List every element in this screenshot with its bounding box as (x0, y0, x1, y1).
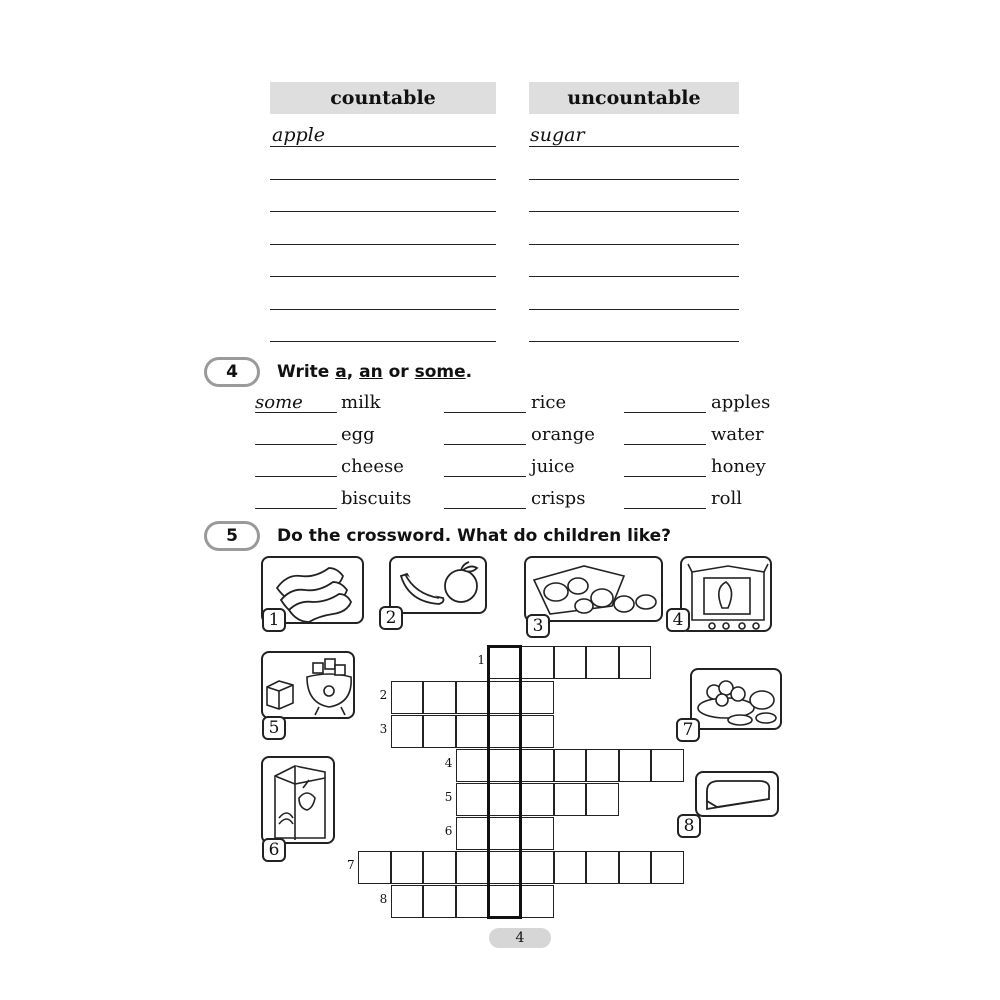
word-a: a (335, 362, 347, 382)
crossword-cell[interactable] (423, 681, 456, 714)
picture-number: 3 (526, 614, 550, 638)
food-word: juice (531, 456, 575, 477)
picture-card-8 (695, 771, 779, 817)
instruction-text: Write (277, 362, 336, 382)
food-word: milk (341, 392, 381, 413)
picture-number: 6 (262, 838, 286, 862)
crossword-cell[interactable] (619, 749, 652, 782)
countable-header: countable (270, 82, 496, 114)
crossword-cell[interactable] (586, 749, 619, 782)
picture-card-7 (690, 668, 782, 730)
crossword-cell[interactable] (456, 885, 489, 918)
food-word: honey (711, 456, 766, 477)
crossword-cell[interactable] (651, 851, 684, 884)
picture-card-5 (261, 651, 355, 719)
answer-blank[interactable] (444, 476, 526, 477)
crossword-cell[interactable] (521, 817, 554, 850)
picture-card-6 (261, 756, 335, 844)
instruction-text: . (465, 362, 473, 382)
biscuits-plate-icon (692, 670, 784, 732)
picture-number: 8 (677, 814, 701, 838)
writing-line[interactable] (529, 146, 739, 147)
answer-blank[interactable] (444, 412, 526, 413)
picture-card-4 (680, 556, 772, 632)
crossword-cell[interactable] (423, 851, 456, 884)
crossword-cell[interactable] (456, 851, 489, 884)
crossword-cell[interactable] (521, 646, 554, 679)
uncountable-header: uncountable (529, 82, 739, 114)
food-word: biscuits (341, 488, 412, 509)
instruction-text: or (382, 362, 415, 382)
food-word: cheese (341, 456, 404, 477)
juice-carton-icon (263, 758, 337, 846)
cereal-box-icon (682, 558, 774, 634)
writing-line[interactable] (270, 276, 496, 277)
clue-number: 5 (444, 790, 453, 804)
exercise-4-badge: 4 (204, 357, 260, 387)
answer-blank[interactable] (255, 444, 337, 445)
crossword-cell[interactable] (586, 783, 619, 816)
writing-line[interactable] (529, 179, 739, 180)
crossword-cell[interactable] (554, 646, 587, 679)
uncountable-example: sugar (530, 124, 585, 146)
crossword-cell[interactable] (391, 885, 424, 918)
exercise-5-badge: 5 (204, 521, 260, 551)
crossword-cell[interactable] (358, 851, 391, 884)
picture-card-3 (524, 556, 663, 622)
instruction-text: , (346, 362, 360, 382)
food-word: water (711, 424, 764, 445)
crossword-cell[interactable] (456, 817, 489, 850)
answer-blank[interactable] (255, 476, 337, 477)
crossword-cell[interactable] (521, 715, 554, 748)
food-word: apples (711, 392, 771, 413)
writing-line[interactable] (529, 309, 739, 310)
crossword-cell[interactable] (521, 851, 554, 884)
food-word: roll (711, 488, 742, 509)
crossword-cell[interactable] (391, 681, 424, 714)
crossword-cell[interactable] (456, 681, 489, 714)
writing-line[interactable] (270, 146, 496, 147)
writing-line[interactable] (270, 244, 496, 245)
picture-number: 2 (379, 606, 403, 630)
crossword-cell[interactable] (391, 851, 424, 884)
picture-number: 1 (262, 608, 286, 632)
crossword-cell[interactable] (456, 715, 489, 748)
crossword-cell[interactable] (554, 749, 587, 782)
writing-line[interactable] (270, 309, 496, 310)
writing-line[interactable] (529, 244, 739, 245)
writing-line[interactable] (529, 211, 739, 212)
answer-blank[interactable] (255, 508, 337, 509)
sugar-bowl-icon (263, 653, 357, 721)
food-word: rice (531, 392, 567, 413)
crossword-cell[interactable] (423, 715, 456, 748)
banana-apple-icon (391, 558, 489, 616)
answer-blank[interactable] (624, 444, 706, 445)
writing-line[interactable] (270, 341, 496, 342)
answer-blank[interactable] (624, 412, 706, 413)
crossword-cell[interactable] (423, 885, 456, 918)
crossword-cell[interactable] (521, 783, 554, 816)
crossword-cell[interactable] (456, 749, 489, 782)
answer-blank[interactable] (444, 508, 526, 509)
clue-number: 4 (444, 756, 453, 770)
writing-line[interactable] (529, 341, 739, 342)
food-word: orange (531, 424, 595, 445)
answer-blank[interactable] (444, 444, 526, 445)
writing-line[interactable] (529, 276, 739, 277)
answer-text: some (255, 392, 303, 413)
crossword-cell[interactable] (619, 646, 652, 679)
word-some: some (414, 362, 466, 382)
exercise-4-instruction (277, 362, 472, 382)
crossword-cell[interactable] (586, 646, 619, 679)
crossword-cell[interactable] (651, 749, 684, 782)
picture-number: 4 (666, 608, 690, 632)
clue-number: 7 (347, 858, 355, 872)
answer-blank[interactable] (624, 476, 706, 477)
picture-number: 7 (676, 718, 700, 742)
crossword-cell[interactable] (521, 681, 554, 714)
writing-line[interactable] (270, 211, 496, 212)
food-word: crisps (531, 488, 586, 509)
picture-card-2 (389, 556, 487, 614)
clue-number: 3 (379, 722, 388, 736)
crossword-key-column (487, 645, 522, 919)
toast-icon (697, 773, 781, 819)
crossword-cell[interactable] (586, 851, 619, 884)
countable-example: apple (272, 124, 325, 146)
writing-line[interactable] (270, 179, 496, 180)
clue-number: 8 (379, 892, 388, 906)
page-number: 4 (489, 928, 551, 948)
word-an: an (359, 362, 383, 382)
crossword-cell[interactable] (521, 749, 554, 782)
crossword-cell[interactable] (456, 783, 489, 816)
clue-number: 6 (444, 824, 453, 838)
crossword-cell[interactable] (619, 851, 652, 884)
answer-blank[interactable] (624, 508, 706, 509)
food-word: egg (341, 424, 375, 445)
exercise-5-instruction: Do the crossword. What do children like? (277, 526, 672, 546)
crossword-cell[interactable] (521, 885, 554, 918)
crossword-cell[interactable] (554, 783, 587, 816)
picture-number: 5 (262, 716, 286, 740)
crossword-cell[interactable] (554, 851, 587, 884)
clue-number: 1 (477, 653, 486, 667)
clue-number: 2 (379, 688, 388, 702)
crossword-cell[interactable] (391, 715, 424, 748)
